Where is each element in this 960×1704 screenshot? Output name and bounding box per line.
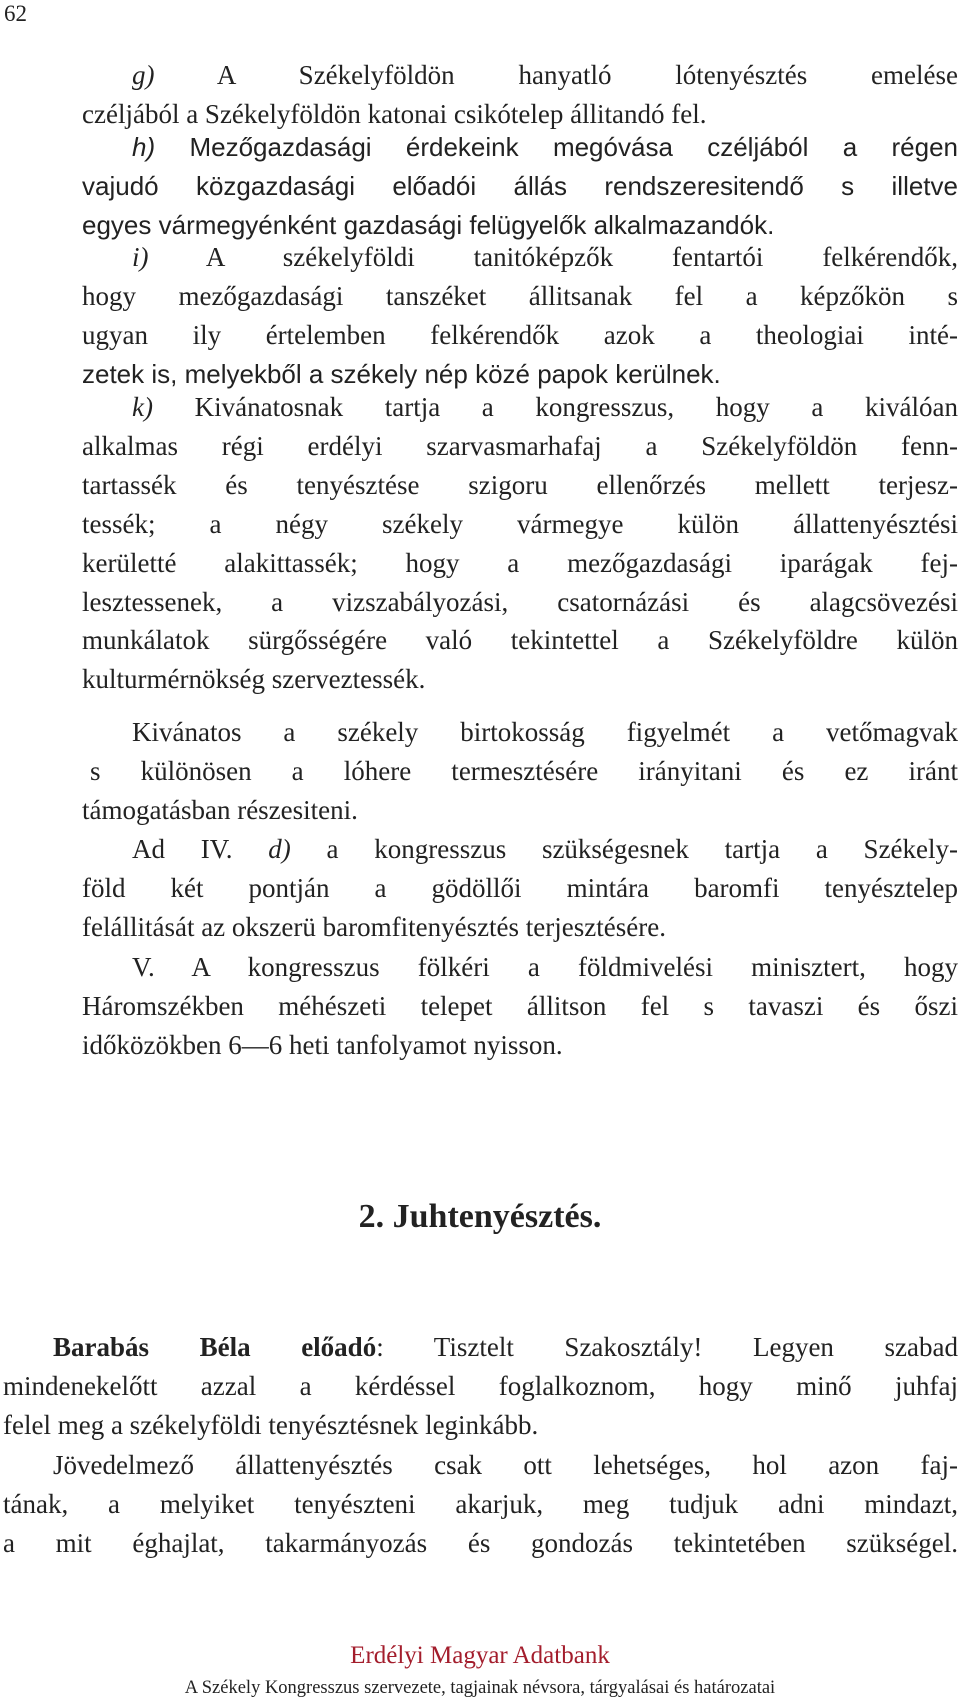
page-number: 62: [4, 1, 27, 26]
item-h-line-3: egyes vármegyénként gazdasági felügyelők alkalmazandók.: [82, 209, 775, 240]
item-k-marker: k): [132, 392, 153, 422]
item-k-line-8: kulturmérnökség szerveztessék.: [82, 664, 426, 695]
footer-title: Erdélyi Magyar Adatbank: [350, 1642, 610, 1669]
v-line-1: V. A kongresszus fölkéri a földmivelési minisztert, hogy: [132, 952, 958, 982]
item-g-marker: g): [132, 60, 155, 90]
speech-p1-line-2: mindenekelőtt azzal a kérdéssel foglalkoznom, hogy minő juhfaj: [3, 1370, 958, 1401]
item-i-line-1: i) A székelyföldi tanitóképzők fentartói felkérendők,: [132, 242, 959, 272]
kivanatos-line-1: Kivánatos a székely birtokosság figyelmét a vetőmagvak: [132, 717, 958, 747]
speech-p1-line-3: felel meg a székelyföldi tenyésztésnek leginkább.: [3, 1409, 539, 1440]
ad-iv-marker: d): [268, 834, 291, 864]
paragraph-v: [82, 948, 958, 1065]
item-h-marker: h): [132, 132, 156, 162]
speech-p2-line-2: tának, a melyiket tenyészteni akarjuk, meg tudjuk adni mindazt,: [3, 1488, 958, 1519]
speech-p1-line-1: Barabás Béla előadó: Tisztelt Szakosztály! Legyen szabad: [53, 1332, 958, 1362]
item-h-line-1: h) Mezőgazdasági érdekeink megóvása czéljából a régen: [132, 132, 958, 162]
ad-iv-line-1: Ad IV. d) a kongresszus szükségesnek tartja a Székely-: [132, 834, 959, 864]
item-h-line-2: vajudó közgazdasági előadói állás rendszeresitendő s illetve: [82, 170, 958, 201]
item-g-line-1: g) A Székelyföldön hanyatló lótenyésztés emelése: [132, 60, 958, 90]
item-i-line-4: zetek is, melyekből a székely nép közé papok kerülnek.: [82, 358, 721, 389]
item-i: [82, 238, 958, 394]
speech-p2-line-1: Jövedelmező állattenyésztés csak ott lehetséges, hol azon faj-: [53, 1450, 958, 1480]
item-k-line-4: tessék; a négy székely vármegye külön állattenyésztési: [82, 508, 958, 539]
item-k: [82, 388, 958, 699]
item-g: [82, 56, 958, 134]
speech-paragraph-1: [3, 1328, 958, 1445]
item-h: [82, 128, 958, 245]
footer-subtitle: A Székely Kongresszus szervezete, tagjainak névsora, tárgyalásai és határozatai: [184, 1678, 776, 1698]
ad-iv-line-2: föld két pontján a gödöllői mintára baromfi tenyésztelep: [82, 872, 958, 903]
v-line-2: Háromszékben méhészeti telepet állitson fel s tavaszi és őszi: [82, 990, 958, 1021]
item-k-line-1: k) Kivánatosnak tartja a kongresszus, hogy a kiválóan: [132, 392, 959, 422]
speech-paragraph-2: [3, 1446, 958, 1563]
item-k-line-7: munkálatok sürgősségére való tekintettel a Székelyföldre külön: [82, 625, 958, 656]
item-k-line-3: tartassék és tenyésztése szigoru ellenőrzés mellett terjesz-: [82, 469, 958, 500]
kivanatos-line-3: támogatásban részesiteni.: [82, 794, 358, 825]
v-line-3: időközökben 6—6 heti tanfolyamot nyisson.: [82, 1029, 563, 1060]
item-i-marker: i): [132, 242, 149, 272]
item-k-line-6: lesztessenek, a vizszabályozási, csatornázási és alagcsövezési: [82, 586, 958, 617]
item-i-line-2: hogy mezőgazdasági tanszéket állitsanak fel a képzőkön s: [82, 280, 958, 311]
paragraph-ad-iv: [82, 830, 958, 947]
speech-p2-line-3: a mit éghajlat, takarmányozás és gondozás tekintetében szükségel.: [3, 1527, 958, 1558]
paragraph-kivanatos: [82, 713, 958, 830]
item-k-line-2: alkalmas régi erdélyi szarvasmarhafaj a Székelyföldön fenn-: [82, 430, 958, 461]
speaker-name: Barabás Béla előadó: [53, 1332, 377, 1362]
ad-iv-line-3: felállitását az okszerü baromfitenyésztés terjesztésére.: [82, 911, 666, 942]
kivanatos-line-2: s különösen a lóhere termesztésére irányitani és ez iránt: [90, 755, 958, 786]
item-g-line-2: czéljából a Székelyföldön katonai csikótelep állitandó fel.: [82, 98, 707, 129]
item-k-line-5: kerületté alakittassék; hogy a mezőgazdasági iparágak fej-: [82, 547, 958, 578]
item-i-line-3: ugyan ily értelemben felkérendők azok a theologiai inté-: [82, 319, 958, 350]
section-heading: 2. Juhtenyésztés.: [358, 1198, 602, 1235]
